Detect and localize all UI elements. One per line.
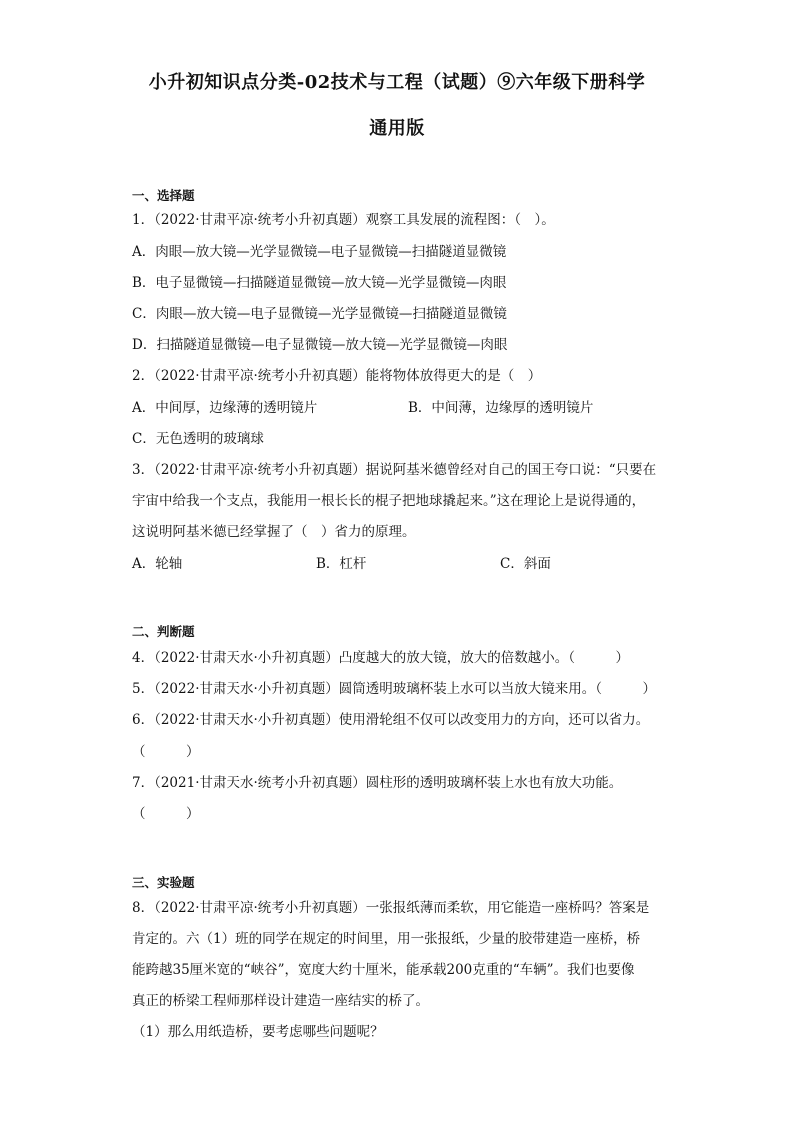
- question-6-answer-blank: （ ）: [132, 744, 200, 760]
- question-3-line-3: 这说明阿基米德已经掌握了（ ）省力的原理。: [132, 524, 416, 540]
- question-4-stem: 4．（2022·甘肃天水·小升初真题）凸度越大的放大镜，放大的倍数越小。（ ）: [132, 650, 630, 666]
- question-1-stem: 1．（2022·甘肃平凉·统考小升初真题）观察工具发展的流程图：（ ）。: [132, 212, 555, 228]
- question-1-option-d: D．扫描隧道显微镜—电子显微镜—放大镜—光学显微镜—肉眼: [132, 337, 508, 353]
- question-1-option-c: C．肉眼—放大镜—电子显微镜—光学显微镜—扫描隧道显微镜: [132, 306, 507, 322]
- question-3-option-a: A．轮轴: [132, 556, 183, 572]
- question-1-option-a: A．肉眼—放大镜—光学显微镜—电子显微镜—扫描隧道显微镜: [132, 244, 507, 260]
- document-title-line-2: 通用版: [369, 118, 425, 139]
- section-heading-experiment: 三、实验题: [132, 875, 195, 890]
- question-8-line-1: 8．（2022·甘肃平凉·统考小升初真题）一张报纸薄而柔软，用它能造一座桥吗？答案是: [132, 900, 650, 916]
- document-title-line-1: 小升初知识点分类-02技术与工程（试题）⑨六年级下册科学: [148, 72, 646, 93]
- question-2-option-c: C．无色透明的玻璃球: [132, 431, 264, 447]
- question-3-line-1: 3．（2022·甘肃平凉·统考小升初真题）据说阿基米德曾经对自己的国王夸口说：“只要在: [132, 462, 657, 478]
- question-3-line-2: 宇宙中给我一个支点，我能用一根长长的棍子把地球撬起来。”这在理论上是说得通的，: [132, 493, 646, 509]
- question-1-option-b: B．电子显微镜—扫描隧道显微镜—放大镜—光学显微镜—肉眼: [132, 275, 507, 291]
- question-7-answer-blank: （ ）: [132, 806, 200, 822]
- question-3-option-b: B．杠杆: [316, 556, 367, 572]
- question-3-option-c: C．斜面: [500, 556, 551, 572]
- question-6-stem: 6．（2022·甘肃天水·小升初真题）使用滑轮组不仅可以改变用力的方向，还可以省力。: [132, 712, 650, 728]
- question-8-line-2: 肯定的。六（1）班的同学在规定的时间里，用一张报纸，少量的胶带建造一座桥，桥: [132, 931, 641, 947]
- question-2-option-a: A．中间厚，边缘薄的透明镜片: [132, 400, 318, 416]
- question-5-stem: 5．（2022·甘肃天水·小升初真题）圆筒透明玻璃杯装上水可以当放大镜来用。（ ）: [132, 681, 657, 697]
- question-7-stem: 7．（2021·甘肃天水·统考小升初真题）圆柱形的透明玻璃杯装上水也有放大功能。: [132, 775, 623, 791]
- section-heading-judge: 二、判断题: [132, 624, 195, 639]
- question-2-option-b: B．中间薄，边缘厚的透明镜片: [408, 400, 594, 416]
- question-8-subquestion-1: （1）那么用纸造桥，要考虑哪些问题呢？: [132, 1024, 384, 1040]
- question-8-line-4: 真正的桥梁工程师那样设计建造一座结实的桥了。: [132, 993, 429, 1009]
- question-8-line-3: 能跨越35厘米宽的“峡谷”，宽度大约十厘米，能承载200克重的“车辆”。我们也要像: [132, 962, 635, 978]
- question-2-stem: 2．（2022·甘肃平凉·统考小升初真题）能将物体放得更大的是（ ）: [132, 368, 542, 384]
- section-heading-choice: 一、选择题: [132, 188, 195, 203]
